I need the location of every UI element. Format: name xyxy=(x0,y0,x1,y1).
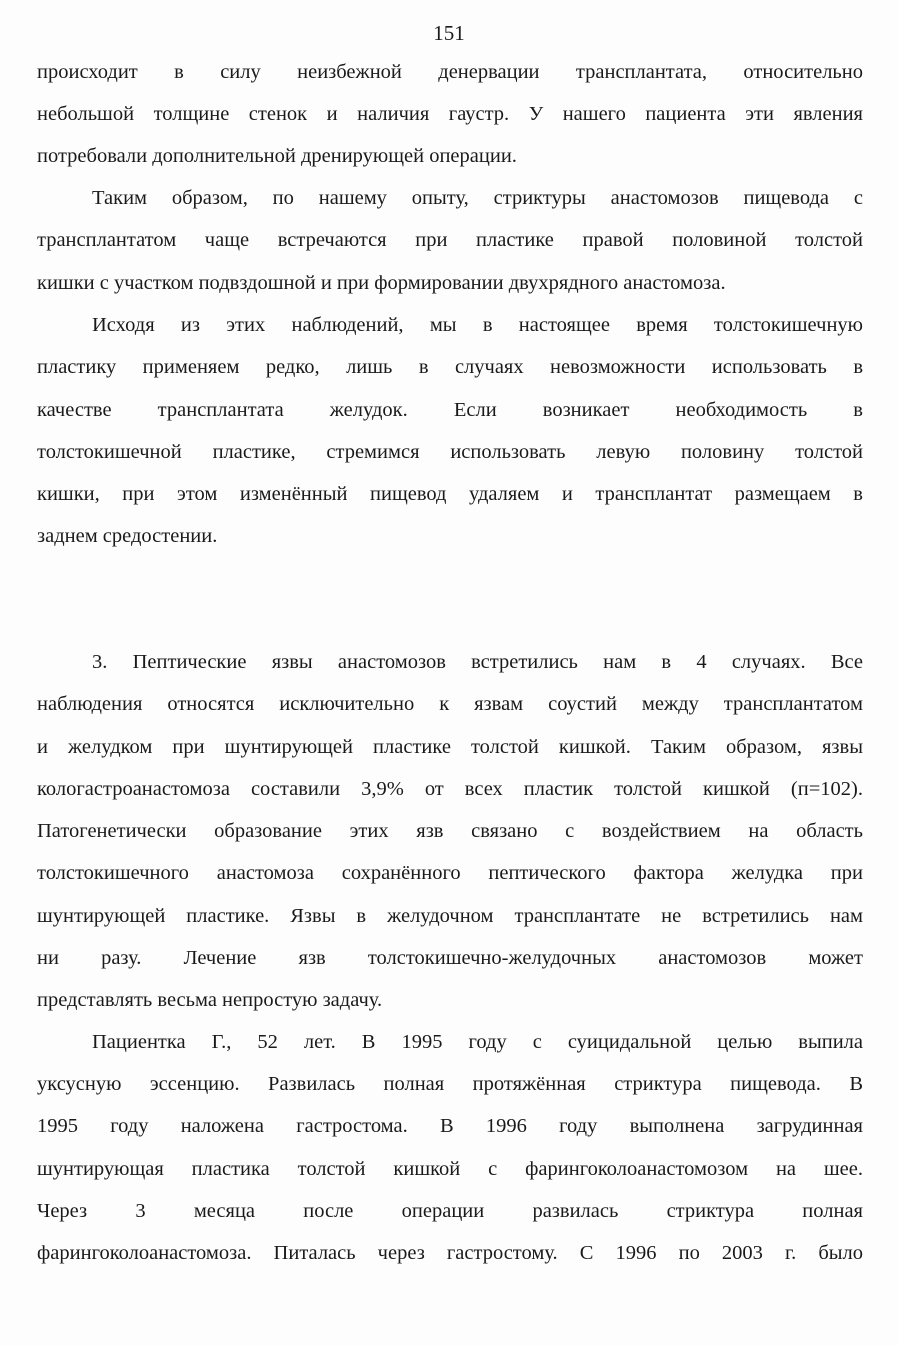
text-line: ни разу. Лечение язв толстокишечно-желудочных анастомозов может xyxy=(37,947,863,969)
text-line: толстокишечной пластике, стремимся использовать левую половину толстой xyxy=(37,441,863,463)
text-line: представлять весьма непростую задачу. xyxy=(37,989,383,1011)
text-line: уксусную эссенцию. Развилась полная протяжённая стриктура пищевода. В xyxy=(37,1073,863,1095)
text-line: кишки, при этом изменённый пищевод удаляем и трансплантат размещаем в xyxy=(37,483,863,505)
text-line: трансплантатом чаще встречаются при пластике правой половиной толстой xyxy=(37,229,863,251)
text-line: Патогенетически образование этих язв связано с воздействием на область xyxy=(37,820,863,842)
text-line: небольшой толщине стенок и наличия гаустр. У нашего пациента эти явления xyxy=(37,103,863,125)
text-line: происходит в силу неизбежной денервации трансплантата, относительно xyxy=(37,61,863,83)
text-line: качестве трансплантата желудок. Если возникает необходимость в xyxy=(37,399,863,421)
text-line: толстокишечного анастомоза сохранённого пептического фактора желудка при xyxy=(37,862,863,884)
text-line: кишки с участком подвздошной и при формировании двухрядного анастомоза. xyxy=(37,272,726,294)
text-line: 1995 году наложена гастростома. В 1996 году выполнена загрудинная xyxy=(37,1115,863,1137)
text-line: пластику применяем редко, лишь в случаях невозможности использовать в xyxy=(37,356,863,378)
text-line: и желудком при шунтирующей пластике толстой кишкой. Таким образом, язвы xyxy=(37,736,863,758)
text-line: шунтирующая пластика толстой кишкой с фарингоколоанастомозом на шее. xyxy=(37,1158,863,1180)
text-line: потребовали дополнительной дренирующей операции. xyxy=(37,145,517,167)
text-line: фарингоколоанастомоза. Питалась через гастростому. С 1996 по 2003 г. было xyxy=(37,1242,863,1264)
text-line: кологастроанастомоза составили 3,9% от всех пластик толстой кишкой (п=102). xyxy=(37,778,863,800)
text-line: шунтирующей пластике. Язвы в желудочном трансплантате не встретились нам xyxy=(37,905,863,927)
text-line: Исходя из этих наблюдений, мы в настоящее время толстокишечную xyxy=(92,314,863,336)
text-line: наблюдения относятся исключительно к язвам соустий между трансплантатом xyxy=(37,693,863,715)
text-line: Таким образом, по нашему опыту, стриктуры анастомозов пищевода с xyxy=(92,187,863,209)
text-line: заднем средостении. xyxy=(37,525,218,547)
text-line: 3. Пептические язвы анастомозов встретились нам в 4 случаях. Все xyxy=(92,651,863,673)
text-line: Через 3 месяца после операции развилась стриктура полная xyxy=(37,1200,863,1222)
text-line: Пациентка Г., 52 лет. В 1995 году с суицидальной целью выпила xyxy=(92,1031,863,1053)
page-number: 151 xyxy=(433,21,465,45)
